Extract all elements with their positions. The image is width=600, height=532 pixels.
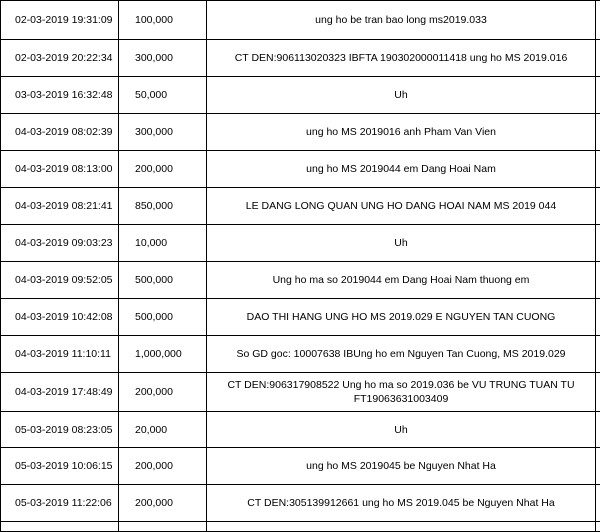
- description-cell: CT DEN:305139912661 ung ho MS 2019.045 be Nguyen Nhat Ha: [207, 485, 596, 522]
- amount-cell: 20,000: [119, 412, 207, 448]
- description-cell: ung ho MS 2019016 anh Pham Van Vien: [207, 114, 596, 151]
- amount-cell: 200,000: [119, 448, 207, 485]
- description-cell: CT DEN:906317908522 Ung ho ma so 2019.036 be VU TRUNG TUAN TU FT19063631003409: [207, 373, 596, 412]
- amount-cell: 300,000: [119, 40, 207, 77]
- description-cell: LE DANG LONG QUAN UNG HO DANG HOAI NAM MS 2019 044: [207, 188, 596, 225]
- extra-cell: [596, 225, 600, 262]
- table-row: [1, 1, 600, 40]
- date-cell: 02-03-2019 20:22:34: [1, 40, 119, 77]
- table-row: [1, 485, 600, 522]
- transaction-table-body: [1, 1, 600, 532]
- extra-cell: [596, 336, 600, 373]
- table-row: [1, 448, 600, 485]
- date-cell: 05-03-2019 10:06:15: [1, 448, 119, 485]
- date-cell: 04-03-2019 09:03:23: [1, 225, 119, 262]
- description-cell: [207, 522, 596, 532]
- table-row: [1, 336, 600, 373]
- amount-cell: 200,000: [119, 151, 207, 188]
- description-cell: Ung ho ma so 2019044 em Dang Hoai Nam thuong em: [207, 262, 596, 299]
- amount-cell: 500,000: [119, 299, 207, 336]
- amount-cell: 10,000: [119, 225, 207, 262]
- extra-cell: [596, 373, 600, 412]
- table-row: [1, 77, 600, 114]
- description-cell: Uh: [207, 225, 596, 262]
- amount-cell: 1,000,000: [119, 336, 207, 373]
- extra-cell: [596, 522, 600, 532]
- date-cell: 04-03-2019 08:02:39: [1, 114, 119, 151]
- extra-cell: [596, 151, 600, 188]
- extra-cell: [596, 412, 600, 448]
- amount-cell: 200,000: [119, 485, 207, 522]
- extra-cell: [596, 299, 600, 336]
- date-cell: 04-03-2019 08:21:41: [1, 188, 119, 225]
- date-cell: 04-03-2019 08:13:00: [1, 151, 119, 188]
- table-row: [1, 40, 600, 77]
- extra-cell: [596, 448, 600, 485]
- table-row: [1, 522, 600, 532]
- description-cell: ung ho MS 2019045 be Nguyen Nhat Ha: [207, 448, 596, 485]
- date-cell: 03-03-2019 16:32:48: [1, 77, 119, 114]
- amount-cell: 100,000: [119, 1, 207, 40]
- amount-cell: 50,000: [119, 77, 207, 114]
- description-cell: CT DEN:906113020323 IBFTA 190302000011418 ung ho MS 2019.016: [207, 40, 596, 77]
- extra-cell: [596, 1, 600, 40]
- description-cell: ung ho MS 2019044 em Dang Hoai Nam: [207, 151, 596, 188]
- table-row: [1, 262, 600, 299]
- table-row: [1, 225, 600, 262]
- description-cell: Uh: [207, 77, 596, 114]
- amount-cell: [119, 522, 207, 532]
- table-row: [1, 373, 600, 412]
- table-row: [1, 412, 600, 448]
- amount-cell: 850,000: [119, 188, 207, 225]
- description-cell: So GD goc: 10007638 IBUng ho em Nguyen Tan Cuong, MS 2019.029: [207, 336, 596, 373]
- date-cell: 02-03-2019 19:31:09: [1, 1, 119, 40]
- table-row: [1, 299, 600, 336]
- extra-cell: [596, 40, 600, 77]
- extra-cell: [596, 114, 600, 151]
- amount-cell: 500,000: [119, 262, 207, 299]
- description-cell: Uh: [207, 412, 596, 448]
- date-cell: 04-03-2019 09:52:05: [1, 262, 119, 299]
- extra-cell: [596, 485, 600, 522]
- extra-cell: [596, 262, 600, 299]
- date-cell: [1, 522, 119, 532]
- table-row: [1, 188, 600, 225]
- date-cell: 05-03-2019 11:22:06: [1, 485, 119, 522]
- amount-cell: 200,000: [119, 373, 207, 412]
- date-cell: 05-03-2019 08:23:05: [1, 412, 119, 448]
- table-row: [1, 114, 600, 151]
- table-row: [1, 151, 600, 188]
- description-cell: ung ho be tran bao long ms2019.033: [207, 1, 596, 40]
- date-cell: 04-03-2019 17:48:49: [1, 373, 119, 412]
- extra-cell: [596, 188, 600, 225]
- date-cell: 04-03-2019 10:42:08: [1, 299, 119, 336]
- date-cell: 04-03-2019 11:10:11: [1, 336, 119, 373]
- extra-cell: [596, 77, 600, 114]
- description-cell: DAO THI HANG UNG HO MS 2019.029 E NGUYEN TAN CUONG: [207, 299, 596, 336]
- amount-cell: 300,000: [119, 114, 207, 151]
